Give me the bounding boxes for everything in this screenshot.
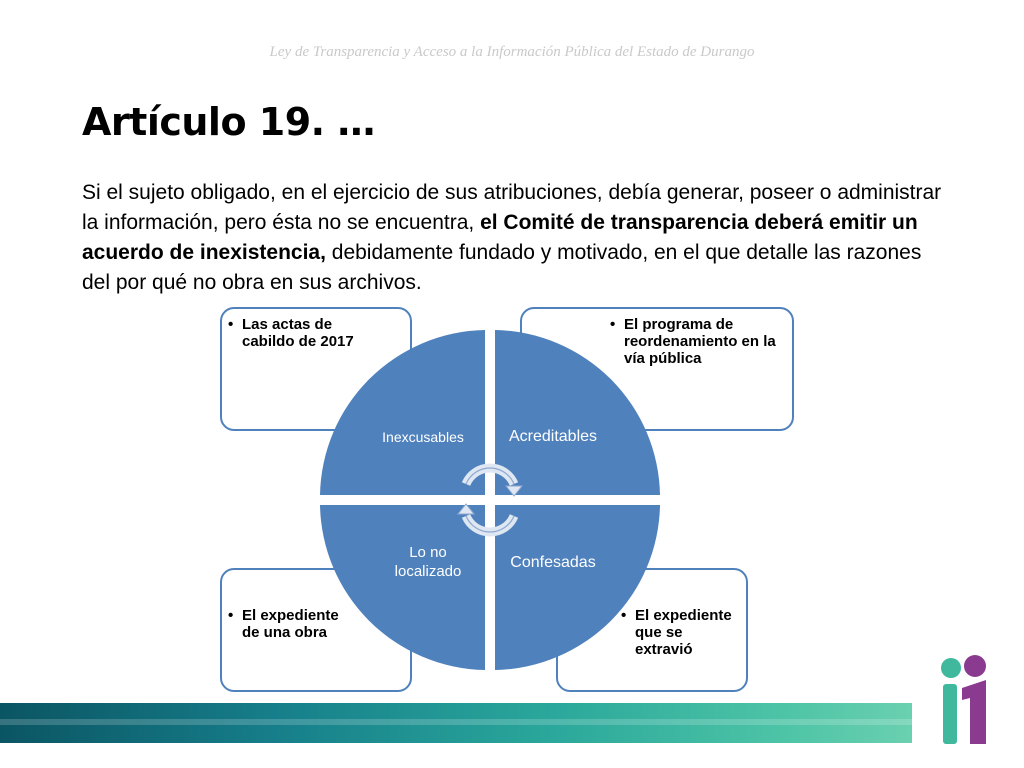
box-top-right-label: El programa de reordenamiento en la vía pública <box>624 316 776 367</box>
quadrant-bottom-right <box>495 505 660 670</box>
bullet: • <box>610 316 616 333</box>
quadrant-label-top-left: Inexcusables <box>382 429 464 445</box>
body-part-1: Si el sujeto obligado, en el ejercicio de sus atribuciones, debía generar, poseer o administrar la información, pero ésta no se encuentra, <box>82 181 942 234</box>
quadrant-label-bottom-left: Lo no localizado <box>394 544 462 580</box>
institution-logo <box>941 655 986 744</box>
page-title: Artículo 19. … <box>82 100 375 144</box>
header-law-title: Ley de Transparencia y Acceso a la Información Pública del Estado de Durango <box>269 44 755 60</box>
bullet: • <box>228 607 234 624</box>
body-bold: el Comité de transparencia deberá emitir un acuerdo de inexistencia, <box>82 211 918 264</box>
box-top-left-label: Las actas de cabildo de 2017 <box>242 316 354 350</box>
box-bottom-right-label: El expediente que se extravió <box>635 607 732 658</box>
box-bottom-left-label: El expediente de una obra <box>242 607 339 641</box>
quadrant-top-left <box>320 330 485 495</box>
quadrant-top-right <box>495 330 660 495</box>
quadrant-label-top-right: Acreditables <box>508 428 598 445</box>
bullet: • <box>621 607 627 624</box>
bullet: • <box>228 316 234 333</box>
circular-arrows-icon <box>466 468 514 532</box>
footer-band <box>0 703 912 743</box>
quadrant-bottom-left <box>320 505 485 670</box>
body-part-2: debidamente fundado y motivado, en el que detalle las razones del por qué no obra en sus archivos. <box>82 241 922 294</box>
quadrant-label-bottom-right: Confesadas <box>510 554 596 571</box>
